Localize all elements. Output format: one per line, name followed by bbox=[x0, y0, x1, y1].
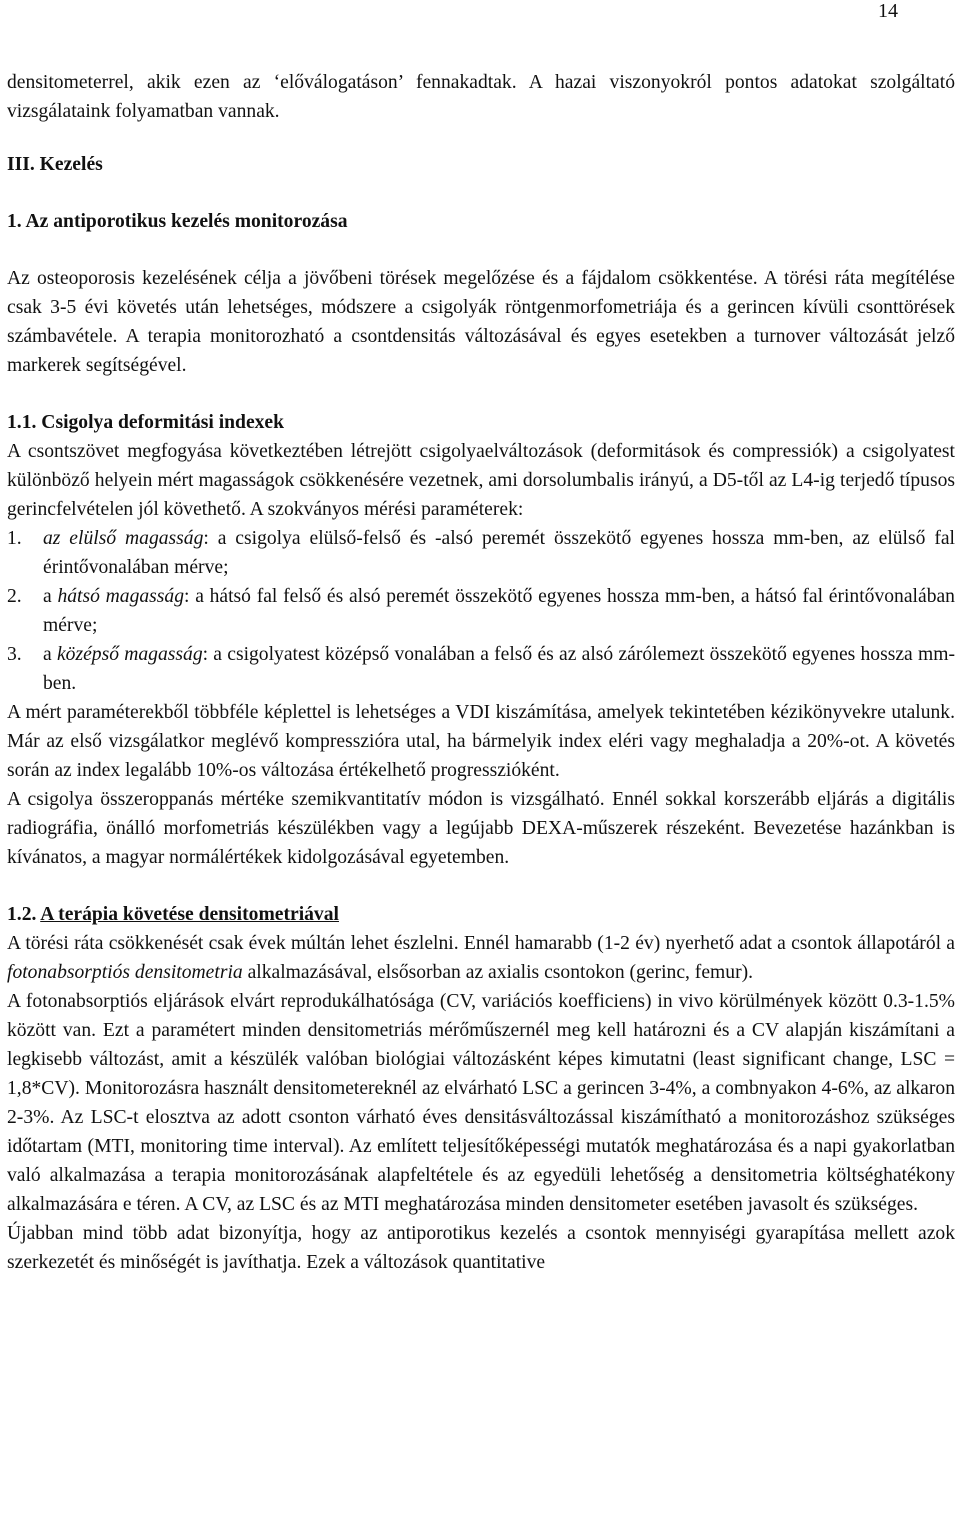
page-content bbox=[7, 68, 955, 1277]
reproducibility-paragraph: A fotonabsorptiós eljárások elvárt reprodukálhatósága (CV, variációs koefficiens) in vivo körülmények között 0.3-1.5% között van. Ezt a paramétert minden densitometriás mérőműszernél meg kell határozni és a CV alapján kiszámítani a legkisebb változást, amit a készülék valóban biológiai változásként képes kimutatni (least significant change, LSC = 1,8*CV). Monitorozásra használt densitometereknél az elvárható LSC a gerincen 3-4%, a combnyakon 4-6%, az alkaron 2-3%. Az LSC-t elosztva az adott csonton várható éves densitásváltozással kiszámítható a monitorozáshoz szükséges időtartam (MTI, monitoring time interval). Az említett teljesítőképességi mutatók meghatározása és a napi gyakorlatban való alkalmazása a terapia monitorozásának alapfeltétele és az egyedüli lehetőség a densitometria költséghatékony alkalmazására e téren. A CV, az LSC és az MTI meghatározása minden densitometer esetében javasolt és szükséges. bbox=[7, 991, 955, 1215]
list-item-text: : a csigolyatest középső vonalában a felső és az alsó zárólemezt összekötő egyenes hossza mm-ben. bbox=[43, 644, 955, 694]
list-item-term: az elülső magasság bbox=[43, 528, 204, 549]
deformity-paragraph: A csontszövet megfogyása következtében létrejött csigolyaelváltozások (deformitások és compressiók) a csigolyatest különböző helyein mért magasságok csökkenésére vezetnek, ami dorsolumbalis irányú, a D5-től az L4-ig terjedő típusos gerincfelvételen jól követhető. A szokványos mérési paraméterek: bbox=[7, 441, 955, 520]
page-number: 14 bbox=[878, 0, 898, 22]
subsection-1-2-text: A terápia követése densitometriával bbox=[40, 904, 339, 925]
list-item-number: 2. bbox=[7, 586, 22, 607]
list-item-number: 1. bbox=[7, 528, 22, 549]
subsection-1-2-number: 1.2. bbox=[7, 904, 37, 925]
subsection-1-1-title: 1.1. Csigolya deformitási indexek bbox=[7, 412, 285, 433]
subsection-title: 1. Az antiporotikus kezelés monitorozása bbox=[7, 211, 348, 232]
list-item bbox=[7, 582, 955, 640]
vdi-paragraph: A mért paraméterekből többféle képlettel is lehetséges a VDI kiszámítása, amelyek tekintetében kézikönyvekre utalunk. Már az első vizsgálatkor meglévő kompresszióra utal, ha bármelyik index eléri vagy meghaladja a 20%-ot. A követés során az index legalább 10%-os változása értékelhető progresszióként. bbox=[7, 702, 955, 781]
parameter-list bbox=[7, 524, 955, 698]
densitometry-text-b: alkalmazásával, elsősorban az axialis csontokon (gerinc, femur). bbox=[242, 962, 754, 983]
list-item-text: : a csigolya elülső-felső és -alsó peremét összekötő egyenes hossza mm-ben, az elülső fal érintővonalában mérve; bbox=[43, 528, 955, 578]
list-item-prefix: a bbox=[43, 644, 57, 665]
list-item-text: : a hátsó fal felső és alsó peremét összekötő egyenes hossza mm-ben, a hátsó fal érintővonalában mérve; bbox=[43, 586, 955, 636]
section-title: III. Kezelés bbox=[7, 154, 103, 175]
densitometry-paragraph bbox=[7, 929, 955, 987]
densitometry-term: fotonabsorptiós densitometria bbox=[7, 962, 243, 983]
densitometry-text-a: A törési ráta csökkenését csak évek múltán lehet észlelni. Ennél hamarabb (1-2 év) nyerhető adat a csontok állapotáról a bbox=[7, 933, 955, 954]
monitoring-paragraph: Az osteoporosis kezelésének célja a jövőbeni törések megelőzése és a fájdalom csökkentése. A törési ráta megítélése csak 3-5 évi követés után lehetséges, módszere a csigolyák röntgenmorfometriája és a gerincen kívüli csonttörések számbavétele. A terapia monitorozható a csontdensitás változásával és egyes esetekben a turnover változását jelző markerek segítségével. bbox=[7, 268, 955, 376]
list-item-number: 3. bbox=[7, 644, 22, 665]
list-item-term: középső magasság bbox=[56, 644, 203, 665]
closing-paragraph: Újabban mind több adat bizonyítja, hogy az antiporotikus kezelés a csontok mennyiségi gyarapítása mellett azok szerkezetét és minőségét is javíthatja. Ezek a változások quantitative bbox=[7, 1223, 955, 1273]
list-item-prefix: a bbox=[43, 586, 58, 607]
list-item-term: hátsó magasság bbox=[57, 586, 185, 607]
semiquant-paragraph: A csigolya összeroppanás mértéke szemikvantitatív módon is vizsgálható. Ennél sokkal korszerább eljárás a digitális radiográfia, önálló morfometriás készülékben vagy a legújabb DEXA-műszerek részeként. Bevezetése hazánkban is kívánatos, a magyar normálértékek kidolgozásával egyetemben. bbox=[7, 789, 955, 868]
list-item bbox=[7, 640, 955, 698]
subsection-1-2-title bbox=[7, 900, 955, 929]
intro-paragraph: densitometerrel, akik ezen az ‘előválogatáson’ fennakadtak. A hazai viszonyokról pontos adatokat szolgáltató vizsgálataink folyamatban vannak. bbox=[7, 72, 955, 122]
list-item bbox=[7, 524, 955, 582]
